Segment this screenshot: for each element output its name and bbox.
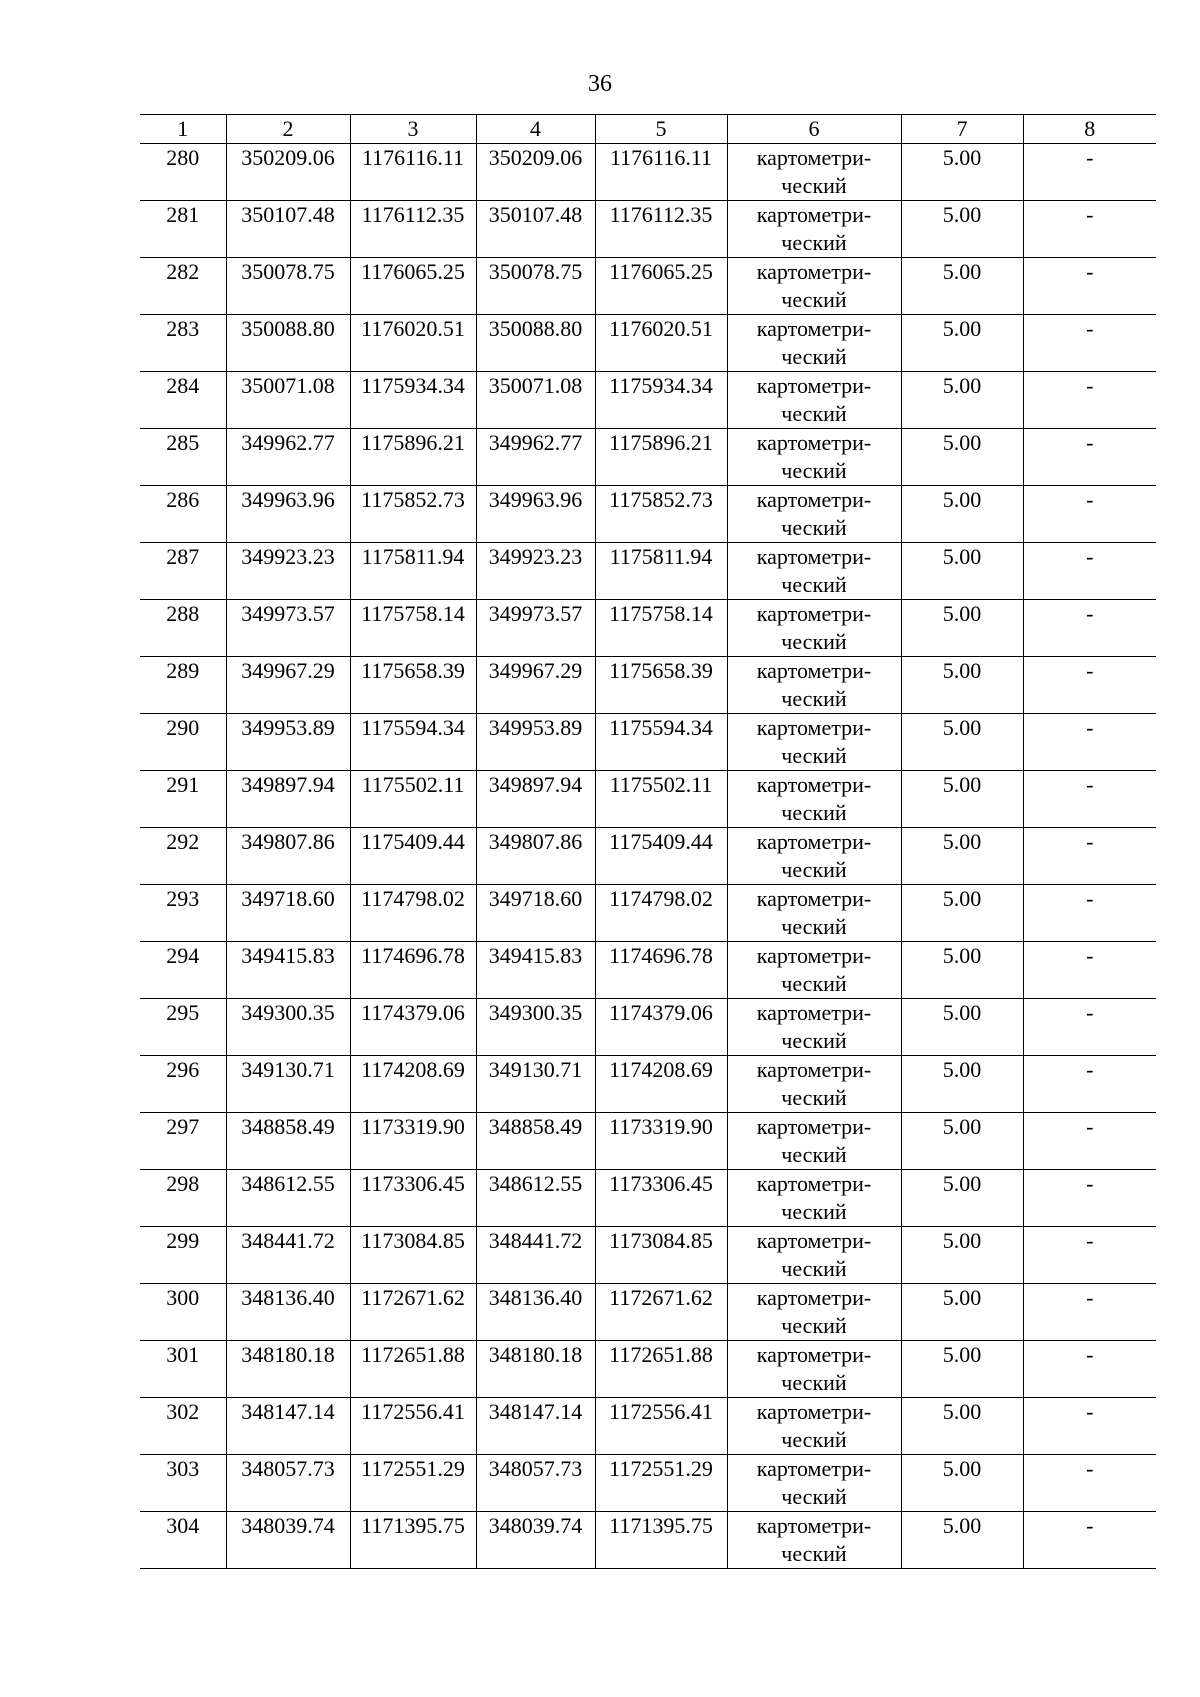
method-cell	[727, 258, 901, 315]
y-new-cell: 1176116.11	[595, 144, 727, 201]
note-cell: -	[1023, 1455, 1156, 1512]
accuracy-cell: 5.00	[901, 1284, 1023, 1341]
x-new-cell: 348136.40	[476, 1284, 595, 1341]
y-old-cell: 1176065.25	[350, 258, 476, 315]
y-new-cell: 1175658.39	[595, 657, 727, 714]
method-text: картометри- ческий	[756, 373, 872, 426]
y-new-cell: 1175502.11	[595, 771, 727, 828]
method-cell	[727, 1398, 901, 1455]
y-new-cell: 1175594.34	[595, 714, 727, 771]
table-row	[140, 714, 1156, 771]
x-new-cell: 348858.49	[476, 1113, 595, 1170]
point-number-cell: 304	[140, 1512, 226, 1569]
x-new-cell: 349897.94	[476, 771, 595, 828]
x-new-cell: 348612.55	[476, 1170, 595, 1227]
x-old-cell: 350078.75	[226, 258, 350, 315]
method-cell	[727, 1227, 901, 1284]
accuracy-cell: 5.00	[901, 258, 1023, 315]
x-new-cell: 349923.23	[476, 543, 595, 600]
method-cell	[727, 315, 901, 372]
table-row	[140, 315, 1156, 372]
x-new-cell: 350209.06	[476, 144, 595, 201]
note-cell: -	[1023, 486, 1156, 543]
x-new-cell: 349130.71	[476, 1056, 595, 1113]
column-header: 2	[226, 115, 350, 144]
y-old-cell: 1173319.90	[350, 1113, 476, 1170]
table-header-row	[140, 115, 1156, 144]
coordinates-table	[140, 114, 1156, 1569]
method-text: картометри- ческий	[756, 145, 872, 198]
method-text: картометри- ческий	[756, 1057, 872, 1110]
method-cell	[727, 1512, 901, 1569]
table-row	[140, 258, 1156, 315]
table-row	[140, 1341, 1156, 1398]
column-header: 3	[350, 115, 476, 144]
y-old-cell: 1175502.11	[350, 771, 476, 828]
method-text: картометри- ческий	[756, 1456, 872, 1509]
y-new-cell: 1173084.85	[595, 1227, 727, 1284]
method-text: картометри- ческий	[756, 202, 872, 255]
method-text: картометри- ческий	[756, 601, 872, 654]
point-number-cell: 300	[140, 1284, 226, 1341]
method-cell	[727, 201, 901, 258]
y-old-cell: 1175811.94	[350, 543, 476, 600]
note-cell: -	[1023, 999, 1156, 1056]
method-cell	[727, 1455, 901, 1512]
y-new-cell: 1175852.73	[595, 486, 727, 543]
x-old-cell: 349300.35	[226, 999, 350, 1056]
note-cell: -	[1023, 1284, 1156, 1341]
table-row	[140, 885, 1156, 942]
y-new-cell: 1172556.41	[595, 1398, 727, 1455]
point-number-cell: 280	[140, 144, 226, 201]
table-row	[140, 1227, 1156, 1284]
y-old-cell: 1176116.11	[350, 144, 476, 201]
accuracy-cell: 5.00	[901, 429, 1023, 486]
y-new-cell: 1175409.44	[595, 828, 727, 885]
table-row	[140, 999, 1156, 1056]
method-cell	[727, 543, 901, 600]
accuracy-cell: 5.00	[901, 372, 1023, 429]
x-old-cell: 349963.96	[226, 486, 350, 543]
method-text: картометри- ческий	[756, 544, 872, 597]
x-old-cell: 349923.23	[226, 543, 350, 600]
note-cell: -	[1023, 1113, 1156, 1170]
table-row	[140, 1113, 1156, 1170]
accuracy-cell: 5.00	[901, 486, 1023, 543]
x-new-cell: 349962.77	[476, 429, 595, 486]
accuracy-cell: 5.00	[901, 999, 1023, 1056]
x-old-cell: 349962.77	[226, 429, 350, 486]
y-new-cell: 1176112.35	[595, 201, 727, 258]
note-cell: -	[1023, 1398, 1156, 1455]
method-text: картометри- ческий	[756, 1000, 872, 1053]
point-number-cell: 303	[140, 1455, 226, 1512]
point-number-cell: 287	[140, 543, 226, 600]
x-new-cell: 348147.14	[476, 1398, 595, 1455]
page-number: 36	[588, 71, 612, 97]
method-cell	[727, 828, 901, 885]
point-number-cell: 295	[140, 999, 226, 1056]
point-number-cell: 288	[140, 600, 226, 657]
x-new-cell: 348057.73	[476, 1455, 595, 1512]
table-row	[140, 657, 1156, 714]
accuracy-cell: 5.00	[901, 144, 1023, 201]
x-old-cell: 349973.57	[226, 600, 350, 657]
y-new-cell: 1171395.75	[595, 1512, 727, 1569]
table-body	[140, 144, 1156, 1569]
note-cell: -	[1023, 600, 1156, 657]
x-old-cell: 348441.72	[226, 1227, 350, 1284]
note-cell: -	[1023, 828, 1156, 885]
note-cell: -	[1023, 429, 1156, 486]
y-new-cell: 1173319.90	[595, 1113, 727, 1170]
accuracy-cell: 5.00	[901, 657, 1023, 714]
accuracy-cell: 5.00	[901, 771, 1023, 828]
table-row	[140, 486, 1156, 543]
method-text: картометри- ческий	[756, 1399, 872, 1452]
accuracy-cell: 5.00	[901, 1512, 1023, 1569]
accuracy-cell: 5.00	[901, 1056, 1023, 1113]
note-cell: -	[1023, 372, 1156, 429]
table-row	[140, 1284, 1156, 1341]
method-text: картометри- ческий	[756, 430, 872, 483]
x-old-cell: 349953.89	[226, 714, 350, 771]
point-number-cell: 286	[140, 486, 226, 543]
method-cell	[727, 714, 901, 771]
method-cell	[727, 942, 901, 999]
x-new-cell: 349300.35	[476, 999, 595, 1056]
point-number-cell: 297	[140, 1113, 226, 1170]
y-old-cell: 1175594.34	[350, 714, 476, 771]
y-old-cell: 1172551.29	[350, 1455, 476, 1512]
accuracy-cell: 5.00	[901, 1341, 1023, 1398]
method-text: картометри- ческий	[756, 1513, 872, 1566]
point-number-cell: 296	[140, 1056, 226, 1113]
y-old-cell: 1174379.06	[350, 999, 476, 1056]
method-cell	[727, 1341, 901, 1398]
y-old-cell: 1175934.34	[350, 372, 476, 429]
table-row	[140, 1398, 1156, 1455]
method-cell	[727, 1170, 901, 1227]
point-number-cell: 285	[140, 429, 226, 486]
method-cell	[727, 657, 901, 714]
method-text: картометри- ческий	[756, 1285, 872, 1338]
x-new-cell: 350107.48	[476, 201, 595, 258]
point-number-cell: 301	[140, 1341, 226, 1398]
y-new-cell: 1174379.06	[595, 999, 727, 1056]
y-old-cell: 1172671.62	[350, 1284, 476, 1341]
method-text: картометри- ческий	[756, 943, 872, 996]
method-text: картометри- ческий	[756, 886, 872, 939]
y-old-cell: 1172556.41	[350, 1398, 476, 1455]
note-cell: -	[1023, 144, 1156, 201]
note-cell: -	[1023, 258, 1156, 315]
x-new-cell: 348039.74	[476, 1512, 595, 1569]
method-cell	[727, 999, 901, 1056]
method-cell	[727, 600, 901, 657]
x-old-cell: 348147.14	[226, 1398, 350, 1455]
y-old-cell: 1175852.73	[350, 486, 476, 543]
method-cell	[727, 486, 901, 543]
y-new-cell: 1175811.94	[595, 543, 727, 600]
method-cell	[727, 1056, 901, 1113]
note-cell: -	[1023, 1170, 1156, 1227]
column-header: 1	[140, 115, 226, 144]
table-row	[140, 1170, 1156, 1227]
y-old-cell: 1175409.44	[350, 828, 476, 885]
table-row	[140, 1512, 1156, 1569]
point-number-cell: 284	[140, 372, 226, 429]
y-old-cell: 1175658.39	[350, 657, 476, 714]
method-text: картометри- ческий	[756, 1342, 872, 1395]
method-text: картометри- ческий	[756, 772, 872, 825]
x-old-cell: 350071.08	[226, 372, 350, 429]
point-number-cell: 281	[140, 201, 226, 258]
x-new-cell: 349973.57	[476, 600, 595, 657]
y-old-cell: 1175758.14	[350, 600, 476, 657]
accuracy-cell: 5.00	[901, 828, 1023, 885]
method-text: картометри- ческий	[756, 259, 872, 312]
method-text: картометри- ческий	[756, 1228, 872, 1281]
column-header: 4	[476, 115, 595, 144]
x-new-cell: 349718.60	[476, 885, 595, 942]
x-old-cell: 350107.48	[226, 201, 350, 258]
y-new-cell: 1175758.14	[595, 600, 727, 657]
y-old-cell: 1174798.02	[350, 885, 476, 942]
point-number-cell: 299	[140, 1227, 226, 1284]
table-row	[140, 828, 1156, 885]
method-text: картометри- ческий	[756, 487, 872, 540]
y-new-cell: 1174696.78	[595, 942, 727, 999]
table-row	[140, 1056, 1156, 1113]
x-old-cell: 348039.74	[226, 1512, 350, 1569]
x-old-cell: 349807.86	[226, 828, 350, 885]
accuracy-cell: 5.00	[901, 1113, 1023, 1170]
x-new-cell: 349967.29	[476, 657, 595, 714]
x-old-cell: 348858.49	[226, 1113, 350, 1170]
table-row	[140, 600, 1156, 657]
accuracy-cell: 5.00	[901, 600, 1023, 657]
note-cell: -	[1023, 1512, 1156, 1569]
accuracy-cell: 5.00	[901, 1455, 1023, 1512]
table-row	[140, 942, 1156, 999]
y-old-cell: 1171395.75	[350, 1512, 476, 1569]
column-header: 6	[727, 115, 901, 144]
y-old-cell: 1174696.78	[350, 942, 476, 999]
method-text: картометри- ческий	[756, 1114, 872, 1167]
y-new-cell: 1176020.51	[595, 315, 727, 372]
accuracy-cell: 5.00	[901, 1227, 1023, 1284]
x-new-cell: 348180.18	[476, 1341, 595, 1398]
point-number-cell: 290	[140, 714, 226, 771]
y-new-cell: 1174208.69	[595, 1056, 727, 1113]
x-new-cell: 349963.96	[476, 486, 595, 543]
column-header: 8	[1023, 115, 1156, 144]
x-new-cell: 350088.80	[476, 315, 595, 372]
accuracy-cell: 5.00	[901, 315, 1023, 372]
y-old-cell: 1175896.21	[350, 429, 476, 486]
y-old-cell: 1176112.35	[350, 201, 476, 258]
y-new-cell: 1173306.45	[595, 1170, 727, 1227]
method-cell	[727, 429, 901, 486]
y-new-cell: 1176065.25	[595, 258, 727, 315]
method-cell	[727, 144, 901, 201]
x-old-cell: 348057.73	[226, 1455, 350, 1512]
method-text: картометри- ческий	[756, 658, 872, 711]
method-cell	[727, 885, 901, 942]
accuracy-cell: 5.00	[901, 885, 1023, 942]
accuracy-cell: 5.00	[901, 714, 1023, 771]
x-old-cell: 350209.06	[226, 144, 350, 201]
note-cell: -	[1023, 885, 1156, 942]
accuracy-cell: 5.00	[901, 1170, 1023, 1227]
table-row	[140, 1455, 1156, 1512]
method-cell	[727, 372, 901, 429]
y-old-cell: 1172651.88	[350, 1341, 476, 1398]
note-cell: -	[1023, 771, 1156, 828]
x-new-cell: 349415.83	[476, 942, 595, 999]
accuracy-cell: 5.00	[901, 1398, 1023, 1455]
method-text: картометри- ческий	[756, 829, 872, 882]
table-row	[140, 429, 1156, 486]
y-old-cell: 1173084.85	[350, 1227, 476, 1284]
x-old-cell: 350088.80	[226, 315, 350, 372]
point-number-cell: 292	[140, 828, 226, 885]
point-number-cell: 282	[140, 258, 226, 315]
x-old-cell: 349718.60	[226, 885, 350, 942]
x-old-cell: 349967.29	[226, 657, 350, 714]
note-cell: -	[1023, 1227, 1156, 1284]
point-number-cell: 289	[140, 657, 226, 714]
y-old-cell: 1176020.51	[350, 315, 476, 372]
point-number-cell: 283	[140, 315, 226, 372]
y-new-cell: 1172551.29	[595, 1455, 727, 1512]
point-number-cell: 293	[140, 885, 226, 942]
accuracy-cell: 5.00	[901, 543, 1023, 600]
point-number-cell: 302	[140, 1398, 226, 1455]
x-old-cell: 349130.71	[226, 1056, 350, 1113]
method-text: картометри- ческий	[756, 316, 872, 369]
table-row	[140, 201, 1156, 258]
method-text: картометри- ческий	[756, 715, 872, 768]
point-number-cell: 298	[140, 1170, 226, 1227]
accuracy-cell: 5.00	[901, 942, 1023, 999]
y-old-cell: 1174208.69	[350, 1056, 476, 1113]
y-new-cell: 1175896.21	[595, 429, 727, 486]
y-new-cell: 1174798.02	[595, 885, 727, 942]
x-old-cell: 349415.83	[226, 942, 350, 999]
method-text: картометри- ческий	[756, 1171, 872, 1224]
y-new-cell: 1175934.34	[595, 372, 727, 429]
x-new-cell: 349953.89	[476, 714, 595, 771]
note-cell: -	[1023, 942, 1156, 999]
note-cell: -	[1023, 315, 1156, 372]
table-row	[140, 372, 1156, 429]
point-number-cell: 294	[140, 942, 226, 999]
accuracy-cell: 5.00	[901, 201, 1023, 258]
method-cell	[727, 1284, 901, 1341]
note-cell: -	[1023, 657, 1156, 714]
table-row	[140, 771, 1156, 828]
x-old-cell: 348136.40	[226, 1284, 350, 1341]
y-old-cell: 1173306.45	[350, 1170, 476, 1227]
x-new-cell: 350078.75	[476, 258, 595, 315]
note-cell: -	[1023, 714, 1156, 771]
method-cell	[727, 771, 901, 828]
table-row	[140, 144, 1156, 201]
note-cell: -	[1023, 1056, 1156, 1113]
x-old-cell: 348612.55	[226, 1170, 350, 1227]
x-new-cell: 349807.86	[476, 828, 595, 885]
x-old-cell: 348180.18	[226, 1341, 350, 1398]
method-cell	[727, 1113, 901, 1170]
x-new-cell: 348441.72	[476, 1227, 595, 1284]
point-number-cell: 291	[140, 771, 226, 828]
x-old-cell: 349897.94	[226, 771, 350, 828]
column-header: 5	[595, 115, 727, 144]
column-header: 7	[901, 115, 1023, 144]
y-new-cell: 1172671.62	[595, 1284, 727, 1341]
y-new-cell: 1172651.88	[595, 1341, 727, 1398]
note-cell: -	[1023, 543, 1156, 600]
table-row	[140, 543, 1156, 600]
x-new-cell: 350071.08	[476, 372, 595, 429]
note-cell: -	[1023, 201, 1156, 258]
note-cell: -	[1023, 1341, 1156, 1398]
